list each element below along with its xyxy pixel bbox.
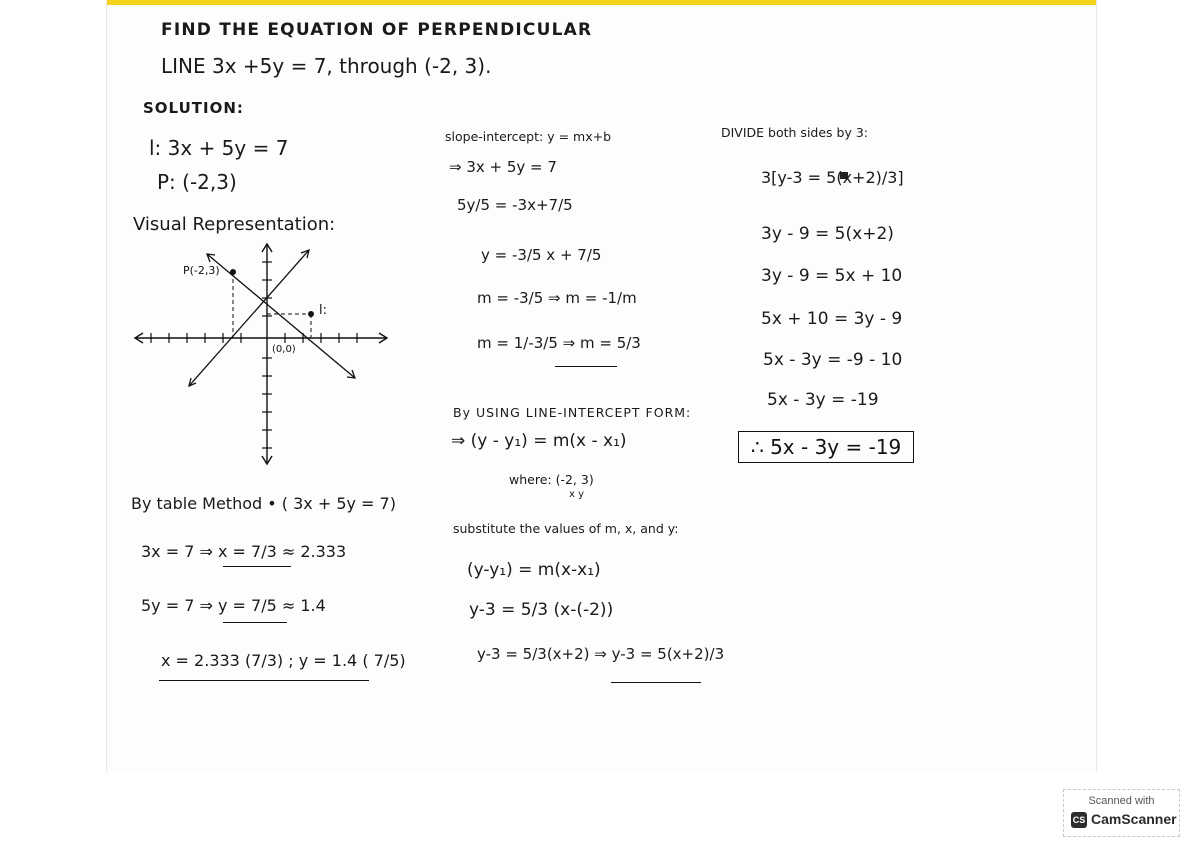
underline-y xyxy=(223,622,287,623)
final-answer-box: ∴ 5x - 3y = -19 xyxy=(738,431,914,463)
slope-step-5: m = 1/-3/5 ⇒ m = 5/3 xyxy=(477,334,641,352)
underline-x xyxy=(223,566,291,567)
table-x-line: 3x = 7 ⇒ x = 7/3 ≈ 2.333 xyxy=(141,542,347,561)
solution-line: l: 3x + 5y = 7 xyxy=(149,136,289,160)
slope-heading: slope-intercept: y = mx+b xyxy=(445,129,612,144)
underline-substitute xyxy=(611,682,701,683)
point-slope-formula: ⇒ (y - y₁) = m(x - x₁) xyxy=(451,431,627,451)
watermark-caption: Scanned with xyxy=(1088,795,1155,807)
underline-slope xyxy=(555,366,617,367)
divide-step-3: 3y - 9 = 5x + 10 xyxy=(761,266,903,286)
scanned-page xyxy=(106,0,1097,772)
substitute-step-1: (y-y₁) = m(x-x₁) xyxy=(467,560,601,580)
solution-heading: SOLUTION: xyxy=(143,99,244,117)
camscanner-watermark xyxy=(1063,789,1180,837)
solution-point: P: (-2,3) xyxy=(157,170,237,194)
point-slope-where: where: (-2, 3) xyxy=(509,472,594,487)
line-label: l: xyxy=(319,303,327,318)
notebook-edge xyxy=(107,0,1096,5)
divide-step-5: 5x - 3y = -9 - 10 xyxy=(763,350,903,370)
underline-result xyxy=(159,680,369,681)
substitute-text: substitute the values of m, x, and y: xyxy=(453,521,679,536)
origin-label: (0,0) xyxy=(272,344,296,355)
table-y-line: 5y = 7 ⇒ y = 7/5 ≈ 1.4 xyxy=(141,596,326,615)
point-slope-heading: By USING LINE-INTERCEPT FORM: xyxy=(453,405,692,420)
divide-step-2: 3y - 9 = 5(x+2) xyxy=(761,224,894,244)
table-result: x = 2.333 (7/3) ; y = 1.4 ( 7/5) xyxy=(161,651,406,670)
divide-heading: DIVIDE both sides by 3: xyxy=(721,125,868,140)
coordinate-graph xyxy=(133,240,393,472)
problem-line-2: LINE 3x +5y = 7, through (-2, 3). xyxy=(161,54,492,78)
divide-step-1: 3[y-3 = 5(x+2)/3] xyxy=(761,168,904,187)
substitute-step-2: y-3 = 5/3 (x-(-2)) xyxy=(469,600,614,620)
substitute-step-3: y-3 = 5/3(x+2) ⇒ y-3 = 5(x+2)/3 xyxy=(477,645,725,663)
visual-heading: Visual Representation: xyxy=(133,214,336,235)
point-slope-xy: x y xyxy=(569,489,585,500)
slope-step-4: m = -3/5 ⇒ m = -1/m xyxy=(477,289,637,307)
point-label: P(-2,3) xyxy=(183,264,220,277)
table-method-heading: By table Method • ( 3x + 5y = 7) xyxy=(131,494,396,513)
slope-step-3: y = -3/5 x + 7/5 xyxy=(481,246,602,264)
divide-step-4: 5x + 10 = 3y - 9 xyxy=(761,309,903,329)
slope-step-2: 5y/5 = -3x+7/5 xyxy=(457,196,573,214)
slope-step-1: ⇒ 3x + 5y = 7 xyxy=(449,158,557,176)
camscanner-logo-icon: CS xyxy=(1071,812,1087,828)
divide-step-6: 5x - 3y = -19 xyxy=(767,390,879,410)
problem-line-1: FIND THE EQUATION OF PERPENDICULAR xyxy=(161,20,593,40)
watermark-brand: CamScanner xyxy=(1091,811,1177,827)
